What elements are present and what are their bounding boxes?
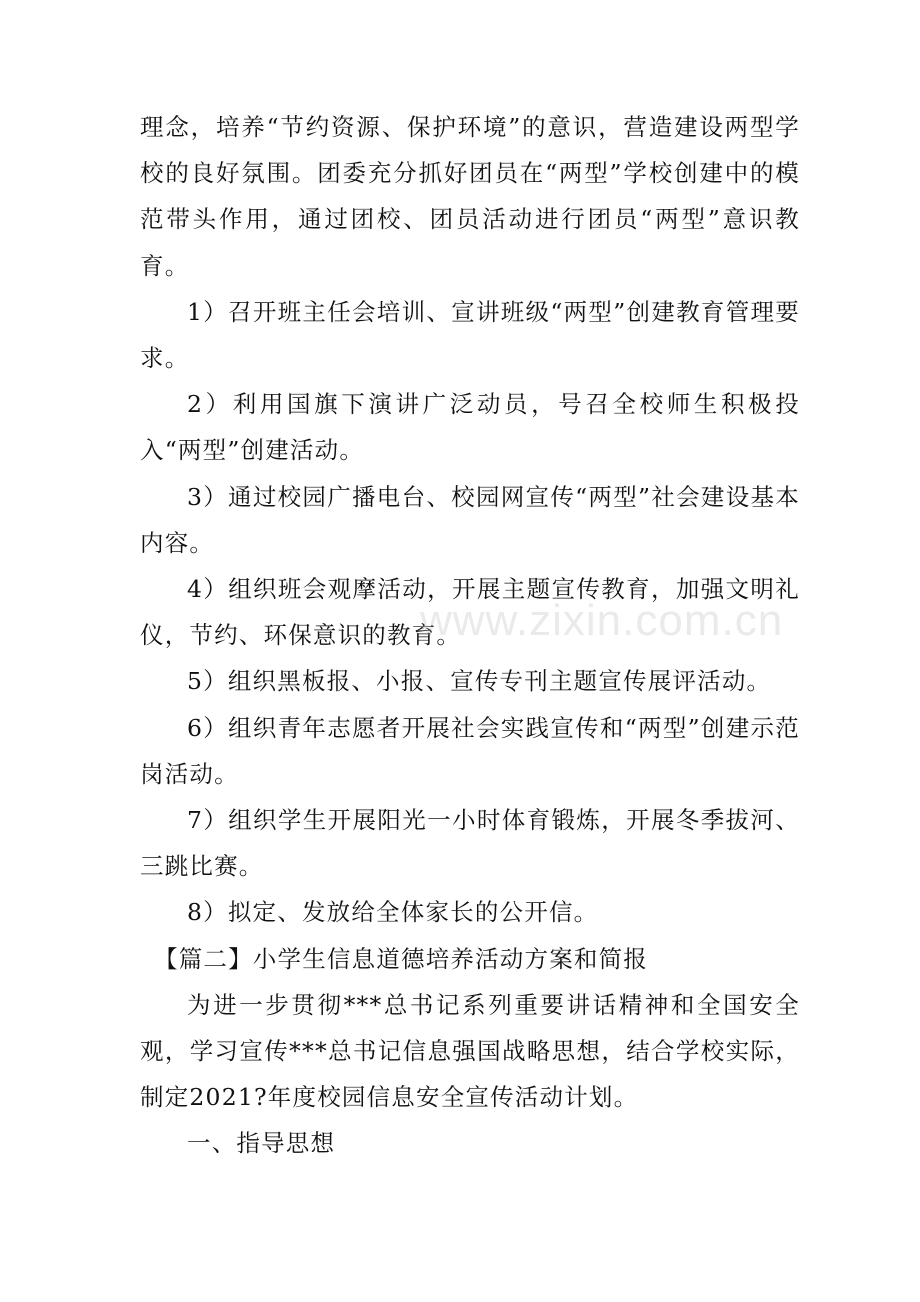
paragraph-item-7: 7）组织学生开展阳光一小时体育锻炼，开展冬季拔河、三跳比赛。: [140, 806, 800, 881]
paragraph-item-8: 8）拟定、发放给全体家长的公开信。: [187, 898, 599, 927]
paragraph-part-two-intro: 为进一步贯彻***总书记系列重要讲话精神和全国安全观，学习宣传***总书记信息强国战略思想，结合学校实际，制定2021?年度校园信息安全宣传活动计划。: [140, 990, 800, 1112]
paragraph-item-4: 4）组织班会观摩活动，开展主题宣传教育，加强文明礼仪，节约、环保意识的教育。: [140, 575, 800, 650]
paragraph-item-5: 5）组织黑板报、小报、宣传专刊主题宣传展评活动。: [187, 667, 772, 696]
subheading-guiding-ideology: 一、指导思想: [187, 1129, 336, 1158]
watermark-text: www.zixin.com.cn: [420, 596, 784, 645]
paragraph-item-2: 2）利用国旗下演讲广泛动员，号召全校师生积极投入“两型”创建活动。: [140, 390, 800, 465]
paragraph-intro: 理念，培养“节约资源、保护环境”的意识，营造建设两型学校的良好氛围。团委充分抓好团员在“两型”学校创建中的模范带头作用，通过团校、团员活动进行团员“两型”意识教育。: [140, 113, 800, 280]
document-body: [140, 104, 800, 1167]
paragraph-item-1: 1）召开班主任会培训、宣讲班级“两型”创建教育管理要求。: [140, 297, 800, 373]
paragraph-item-3: 3）通过校园广播电台、校园网宣传“两型”社会建设基本内容。: [140, 482, 800, 557]
paragraph-item-6: 6）组织青年志愿者开展社会实践宣传和“两型”创建示范岗活动。: [140, 713, 800, 788]
section-heading-part-two: 【篇二】小学生信息道德培养活动方案和简报: [154, 944, 648, 973]
